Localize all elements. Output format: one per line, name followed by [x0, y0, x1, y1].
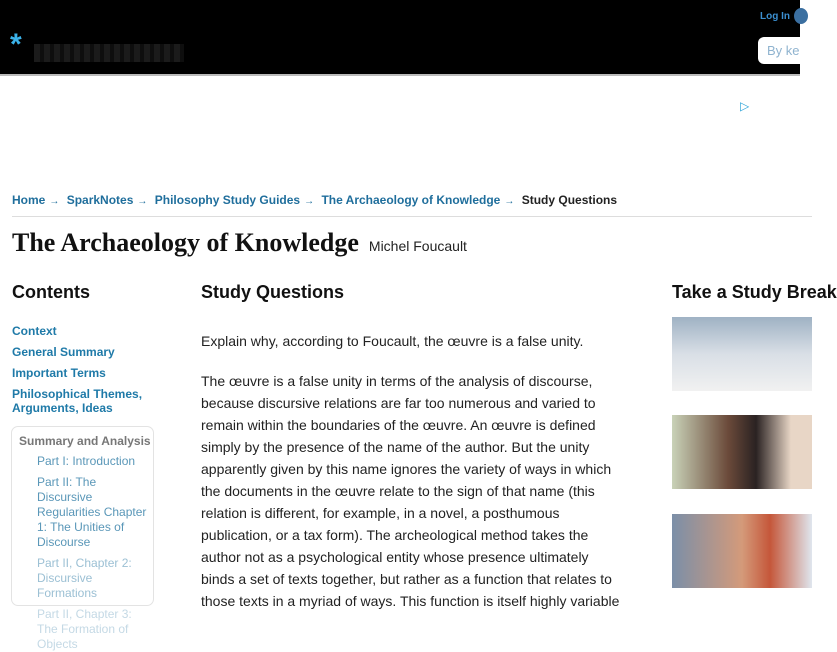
- summary-analysis-heading[interactable]: Summary and Analysis: [19, 434, 151, 448]
- answer-line: remain within the boundaries of the œuvre. An œuvre is defined: [201, 417, 596, 433]
- study-questions-heading: Study Questions: [201, 282, 345, 302]
- title-row: [12, 228, 467, 258]
- divider: [12, 216, 812, 217]
- nav-important-terms[interactable]: Important Terms: [12, 366, 106, 380]
- answer-line: binds a set of texts together, but rather as a function that relates to: [201, 571, 612, 587]
- answer-line: relation is different, for example, in a novel, a posthumous: [201, 505, 560, 521]
- question: Explain why, according to Foucault, the œuvre is a false unity.: [201, 333, 584, 349]
- study-break-thumbnail[interactable]: [672, 415, 812, 489]
- arrow-icon: →: [304, 196, 315, 207]
- answer: [201, 370, 619, 612]
- search-input[interactable]: By ke: [758, 37, 818, 64]
- page-title: The Archaeology of Knowledge: [12, 228, 359, 257]
- breadcrumb: [12, 193, 617, 207]
- breadcrumb-book[interactable]: The Archaeology of Knowledge: [321, 193, 501, 207]
- nav-part-2-ch-1[interactable]: Part II: The Discursive Regularities Chapter 1: The Unities of Discourse: [37, 475, 147, 549]
- study-break-thumbnail[interactable]: [672, 317, 812, 391]
- study-break-thumbnail[interactable]: [672, 514, 812, 588]
- arrow-icon: →: [504, 196, 515, 207]
- nav-part-1[interactable]: Part I: Introduction: [37, 454, 136, 468]
- breadcrumb-sparknotes[interactable]: SparkNotes: [66, 193, 134, 207]
- breadcrumb-current: Study Questions: [521, 193, 618, 207]
- answer-line: author not as a psychological entity whose presence ultimately: [201, 549, 589, 565]
- answer-line: the documents in the œuvre relate to the sign of that name (this: [201, 483, 595, 499]
- contents-nav: [12, 324, 152, 422]
- site-logo[interactable]: [34, 44, 184, 62]
- nav-general-summary[interactable]: General Summary: [12, 345, 115, 359]
- answer-line: The œuvre is a false unity in terms of the analysis of discourse,: [201, 373, 593, 389]
- login-link[interactable]: Log In: [760, 11, 790, 22]
- arrow-icon: →: [137, 196, 148, 207]
- answer-line: because discursive relations are far too numerous and varied to: [201, 395, 596, 411]
- author-name[interactable]: Michel Foucault: [368, 238, 467, 254]
- nav-part-2-ch-2[interactable]: Part II, Chapter 2: Discursive Formations: [37, 556, 132, 600]
- answer-line: publication, or a tax form). The archeological method takes the: [201, 527, 589, 543]
- nav-part-2-ch-3[interactable]: Part II, Chapter 3: The Formation of Objects: [37, 607, 132, 651]
- nav-themes[interactable]: Philosophical Themes, Arguments, Ideas: [12, 387, 143, 415]
- study-break-heading: Take a Study Break: [672, 282, 837, 302]
- top-navbar: [0, 0, 800, 76]
- summary-analysis-box: [11, 426, 154, 651]
- answer-line: apparently given by this name ignores the variety of ways in which: [201, 461, 612, 477]
- breadcrumb-philosophy[interactable]: Philosophy Study Guides: [154, 193, 301, 207]
- nav-context[interactable]: Context: [12, 324, 57, 338]
- arrow-icon: →: [49, 196, 60, 207]
- answer-line: simply by the presence of the name of the author. But the unity: [201, 439, 590, 455]
- user-icon[interactable]: [794, 8, 808, 24]
- answer-line: those texts in a myriad of ways. This function is itself highly variable: [201, 593, 620, 609]
- breadcrumb-home[interactable]: Home: [12, 193, 46, 207]
- ad-choices-icon[interactable]: ▷: [740, 99, 750, 113]
- asterisk-logo-icon[interactable]: *: [10, 28, 22, 61]
- contents-heading: Contents: [12, 282, 90, 302]
